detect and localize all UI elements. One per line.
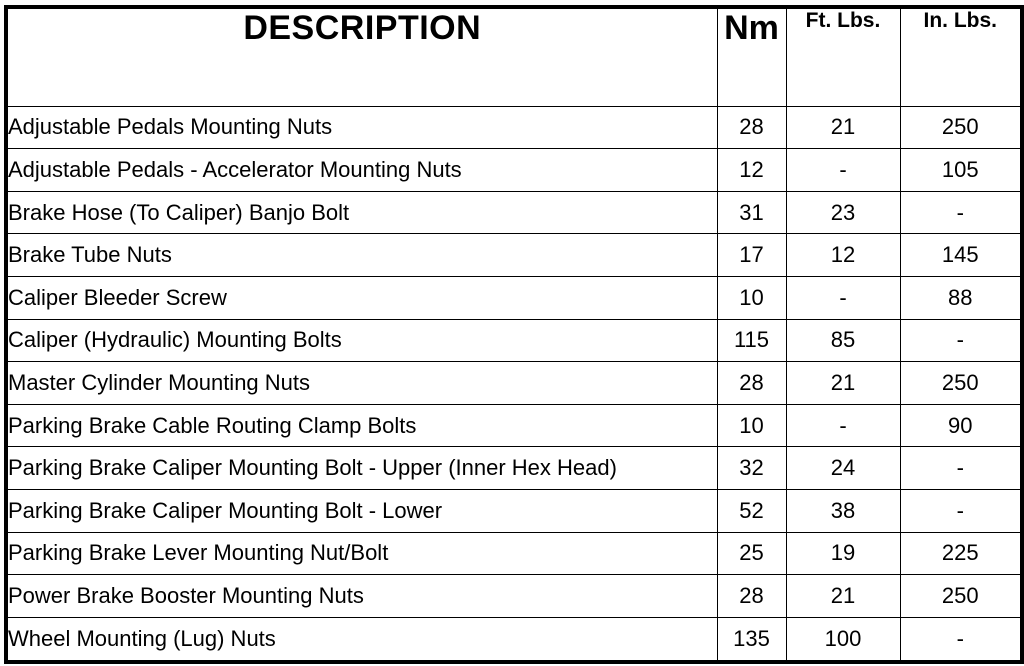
table-row [8,617,1020,660]
cell-nm: 28 [717,106,786,149]
cell-description: Brake Hose (To Caliper) Banjo Bolt [8,191,717,234]
table-row [8,362,1020,405]
torque-spec-table [8,9,1020,660]
table-row [8,575,1020,618]
cell-description: Parking Brake Caliper Mounting Bolt - Lower [8,489,717,532]
table-row [8,447,1020,490]
cell-in-lbs: 88 [900,276,1020,319]
cell-ft-lbs: - [786,149,900,192]
table-row [8,191,1020,234]
cell-ft-lbs: 100 [786,617,900,660]
cell-nm: 28 [717,575,786,618]
cell-description: Power Brake Booster Mounting Nuts [8,575,717,618]
column-header-description: DESCRIPTION [8,9,717,106]
cell-in-lbs: - [900,489,1020,532]
cell-in-lbs: 225 [900,532,1020,575]
table-row [8,276,1020,319]
cell-nm: 17 [717,234,786,277]
table-row [8,489,1020,532]
cell-nm: 32 [717,447,786,490]
cell-ft-lbs: 12 [786,234,900,277]
cell-description: Parking Brake Caliper Mounting Bolt - Upper (Inner Hex Head) [8,447,717,490]
torque-spec-table-frame [4,5,1024,664]
cell-nm: 25 [717,532,786,575]
cell-nm: 135 [717,617,786,660]
cell-nm: 12 [717,149,786,192]
column-header-in-lbs: In. Lbs. [900,9,1020,106]
cell-description: Caliper Bleeder Screw [8,276,717,319]
cell-in-lbs: - [900,319,1020,362]
cell-description: Wheel Mounting (Lug) Nuts [8,617,717,660]
cell-nm: 52 [717,489,786,532]
cell-description: Caliper (Hydraulic) Mounting Bolts [8,319,717,362]
cell-ft-lbs: 21 [786,362,900,405]
table-row [8,106,1020,149]
cell-ft-lbs: 21 [786,106,900,149]
cell-ft-lbs: - [786,276,900,319]
cell-ft-lbs: 23 [786,191,900,234]
cell-in-lbs: 90 [900,404,1020,447]
table-row [8,532,1020,575]
cell-ft-lbs: 21 [786,575,900,618]
cell-description: Brake Tube Nuts [8,234,717,277]
cell-ft-lbs: 85 [786,319,900,362]
cell-description: Parking Brake Lever Mounting Nut/Bolt [8,532,717,575]
cell-description: Adjustable Pedals - Accelerator Mounting Nuts [8,149,717,192]
cell-nm: 115 [717,319,786,362]
cell-in-lbs: - [900,617,1020,660]
cell-in-lbs: 105 [900,149,1020,192]
cell-ft-lbs: 24 [786,447,900,490]
cell-description: Master Cylinder Mounting Nuts [8,362,717,405]
cell-nm: 31 [717,191,786,234]
cell-ft-lbs: 38 [786,489,900,532]
cell-description: Parking Brake Cable Routing Clamp Bolts [8,404,717,447]
table-row [8,404,1020,447]
cell-in-lbs: 250 [900,106,1020,149]
column-header-nm: Nm [717,9,786,106]
column-header-ft-lbs: Ft. Lbs. [786,9,900,106]
cell-ft-lbs: 19 [786,532,900,575]
cell-nm: 28 [717,362,786,405]
table-row [8,319,1020,362]
cell-description: Adjustable Pedals Mounting Nuts [8,106,717,149]
cell-in-lbs: - [900,191,1020,234]
cell-in-lbs: 250 [900,362,1020,405]
cell-nm: 10 [717,404,786,447]
cell-nm: 10 [717,276,786,319]
cell-in-lbs: - [900,447,1020,490]
cell-in-lbs: 145 [900,234,1020,277]
cell-ft-lbs: - [786,404,900,447]
table-row [8,149,1020,192]
table-row [8,234,1020,277]
header-row [8,9,1020,106]
cell-in-lbs: 250 [900,575,1020,618]
